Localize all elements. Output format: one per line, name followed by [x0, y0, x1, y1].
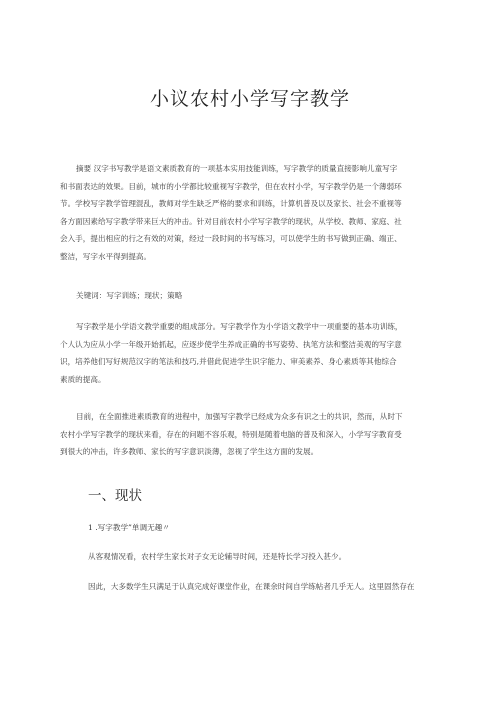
keywords-line: 关键词：写字训练；现状；策略	[76, 291, 183, 300]
paragraph-line: 个人认为应从小学一年级开始抓起，应逐步使学生养成正确的书写姿势、执笔方法和整洁美观的写字意	[60, 339, 402, 349]
paragraph-line: 农村小学写字教学的现状来看，存在的问题不容乐观，特别是随着电脑的普及和深入，小学写字教育受	[60, 429, 402, 439]
abstract	[60, 160, 440, 266]
keywords	[60, 287, 440, 305]
abstract-line: 节。学校写字教学管理混乱，教师对学生缺乏严格的要求和训练，计算机普及以及家长、社会不重视等	[60, 199, 402, 209]
body-paragraph-2	[60, 408, 440, 461]
abstract-line: 摘要 汉字书写教学是语文素质教育的一项基本实用技能训练，写字教学的质量直接影响儿童写字	[76, 164, 398, 173]
page-title: 小议农村小学写字教学	[149, 88, 350, 110]
section-heading: 一、现状	[88, 488, 142, 504]
body-paragraph-1	[60, 318, 440, 388]
paragraph-line: 素质的提高。	[60, 374, 106, 384]
paragraph-line: 到很大的冲击，许多教师、家长的写字意识淡薄，忽视了学生这方面的发展。	[60, 447, 319, 457]
abstract-line: 会入手，提出相应的行之有效的对策，经过一段时间的书写练习，可以使学生的书写做到正确、端正、	[60, 234, 402, 244]
abstract-line: 各方面因素给写字教学带来巨大的冲击。针对目前农村小学写字教学的现状，从学校、教师、家庭、社	[60, 216, 402, 226]
abstract-line: 整洁，写字水平得到提高。	[60, 251, 152, 261]
paragraph-line: 识，培养他们写好规范汉字的笔法和技巧,并借此促进学生识字能力、审美素养、身心素质等其他综合	[60, 357, 397, 367]
body-paragraph-3: 从客观情况看，农村学生家长对子女无论辅导时间，还是特长学习投入甚少。	[88, 552, 347, 561]
subsection-heading: 1 .写字教学”单调无趣〃	[88, 523, 170, 532]
abstract-line: 和书面表达的效果。目前，城市的小学都比较重视写字教学，但在农村小学，写字教学仍是一个薄弱环	[60, 181, 402, 191]
paragraph-line: 写字教学是小学语文教学重要的组成部分。写字教学作为小学语文教学中一项重要的基本功训练，	[76, 322, 403, 331]
body-paragraph-4: 因此，大多数学生只满足于认真完成好课堂作业，在课余时间自学练帖者几乎无人。这里固然存在	[88, 582, 415, 591]
paragraph-line: 目前，在全面推进素质教育的进程中，加强写字教学已经成为众多有识之士的共识，然而，从时下	[76, 412, 403, 421]
